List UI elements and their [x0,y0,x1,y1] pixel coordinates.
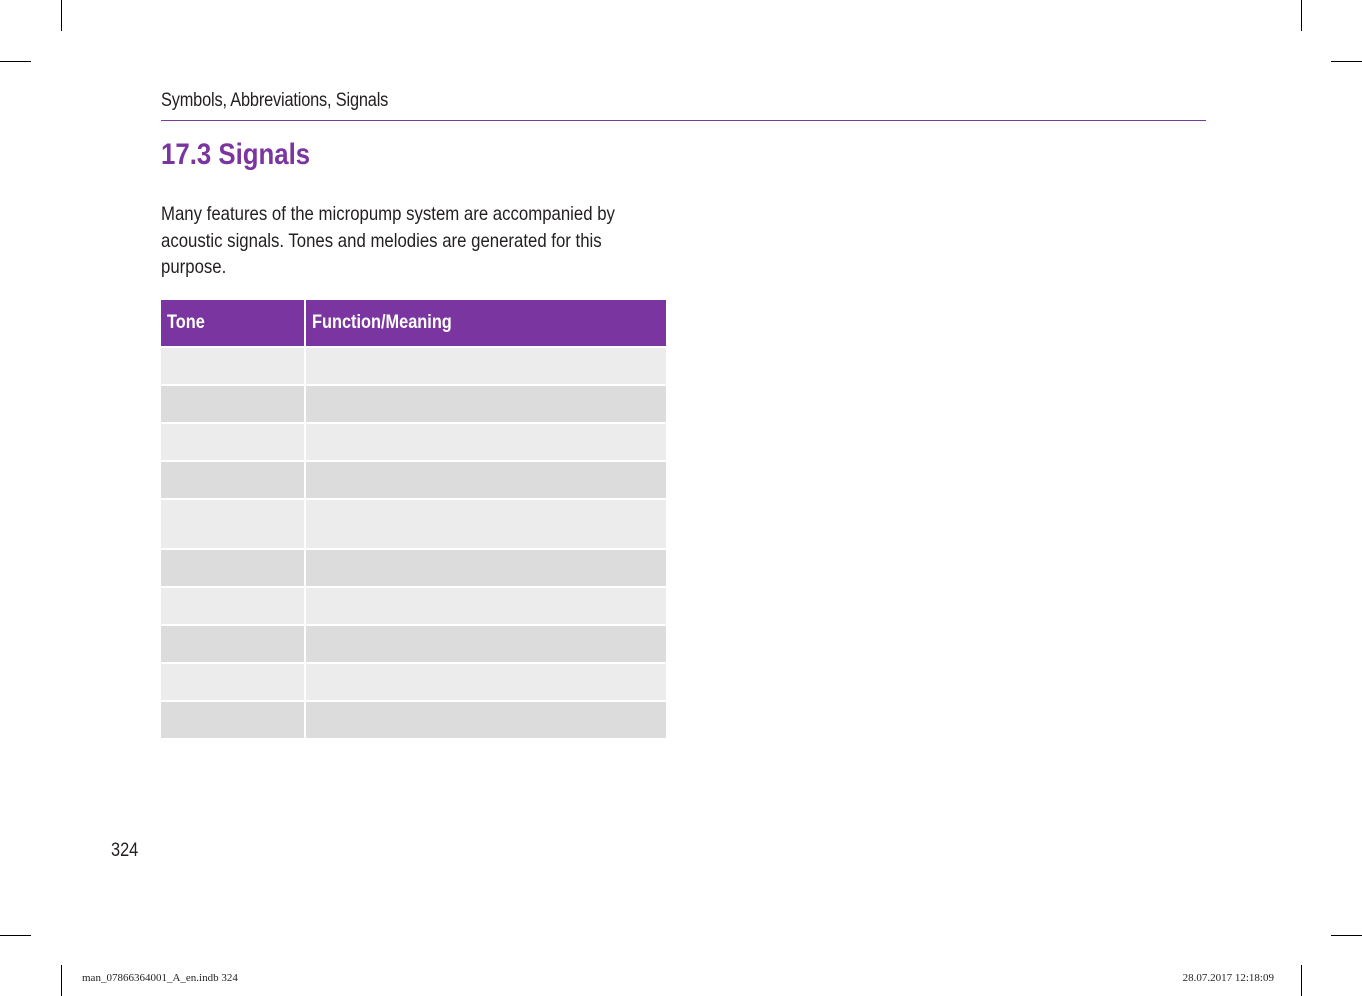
crop-mark-top-right-vertical [1301,0,1302,31]
column-header-function-meaning: Function/Meaning [306,300,666,346]
meaning-cell [306,664,666,700]
crop-mark-top-left-vertical [61,0,62,31]
crop-mark-bottom-right-horizontal [1331,935,1362,936]
table-row [161,550,666,586]
meaning-cell [306,386,666,422]
crop-mark-bottom-left-horizontal [0,935,31,936]
meaning-cell [306,626,666,662]
tone-cell [161,664,304,700]
meaning-cell [306,462,666,498]
signals-table [161,300,666,740]
tone-cell [161,550,304,586]
tone-cell [161,500,304,548]
meaning-cell [306,500,666,548]
print-slug-timestamp: 28.07.2017 12:18:09 [1182,972,1274,984]
crop-mark-bottom-right-vertical [1301,965,1302,996]
tone-cell [161,424,304,460]
running-head: Symbols, Abbreviations, Signals [161,90,389,111]
table-row [161,626,666,662]
tone-cell [161,348,304,384]
tone-cell [161,462,304,498]
table-row [161,462,666,498]
table-row [161,500,666,548]
table-header-row [161,300,666,346]
table-row [161,664,666,700]
table-row [161,348,666,384]
crop-mark-top-left-horizontal [0,61,31,62]
tone-cell [161,386,304,422]
tone-cell [161,702,304,738]
meaning-cell [306,702,666,738]
table-row [161,424,666,460]
tone-cell [161,626,304,662]
table-row [161,588,666,624]
print-slug-file: man_07866364001_A_en.indb 324 [82,972,238,984]
crop-mark-bottom-left-vertical [61,965,62,996]
meaning-cell [306,588,666,624]
table-row [161,702,666,738]
crop-mark-top-right-horizontal [1331,61,1362,62]
meaning-cell [306,348,666,384]
tone-cell [161,588,304,624]
page-number: 324 [111,840,139,861]
intro-paragraph: Many features of the micropump system are accompanied by acoustic signals. Tones and melodies are generated for this purpose. [161,203,615,278]
column-header-tone: Tone [161,300,304,346]
meaning-cell [306,424,666,460]
section-title: 17.3 Signals [161,138,311,171]
header-divider [161,120,1206,121]
meaning-cell [306,550,666,586]
table-row [161,386,666,422]
